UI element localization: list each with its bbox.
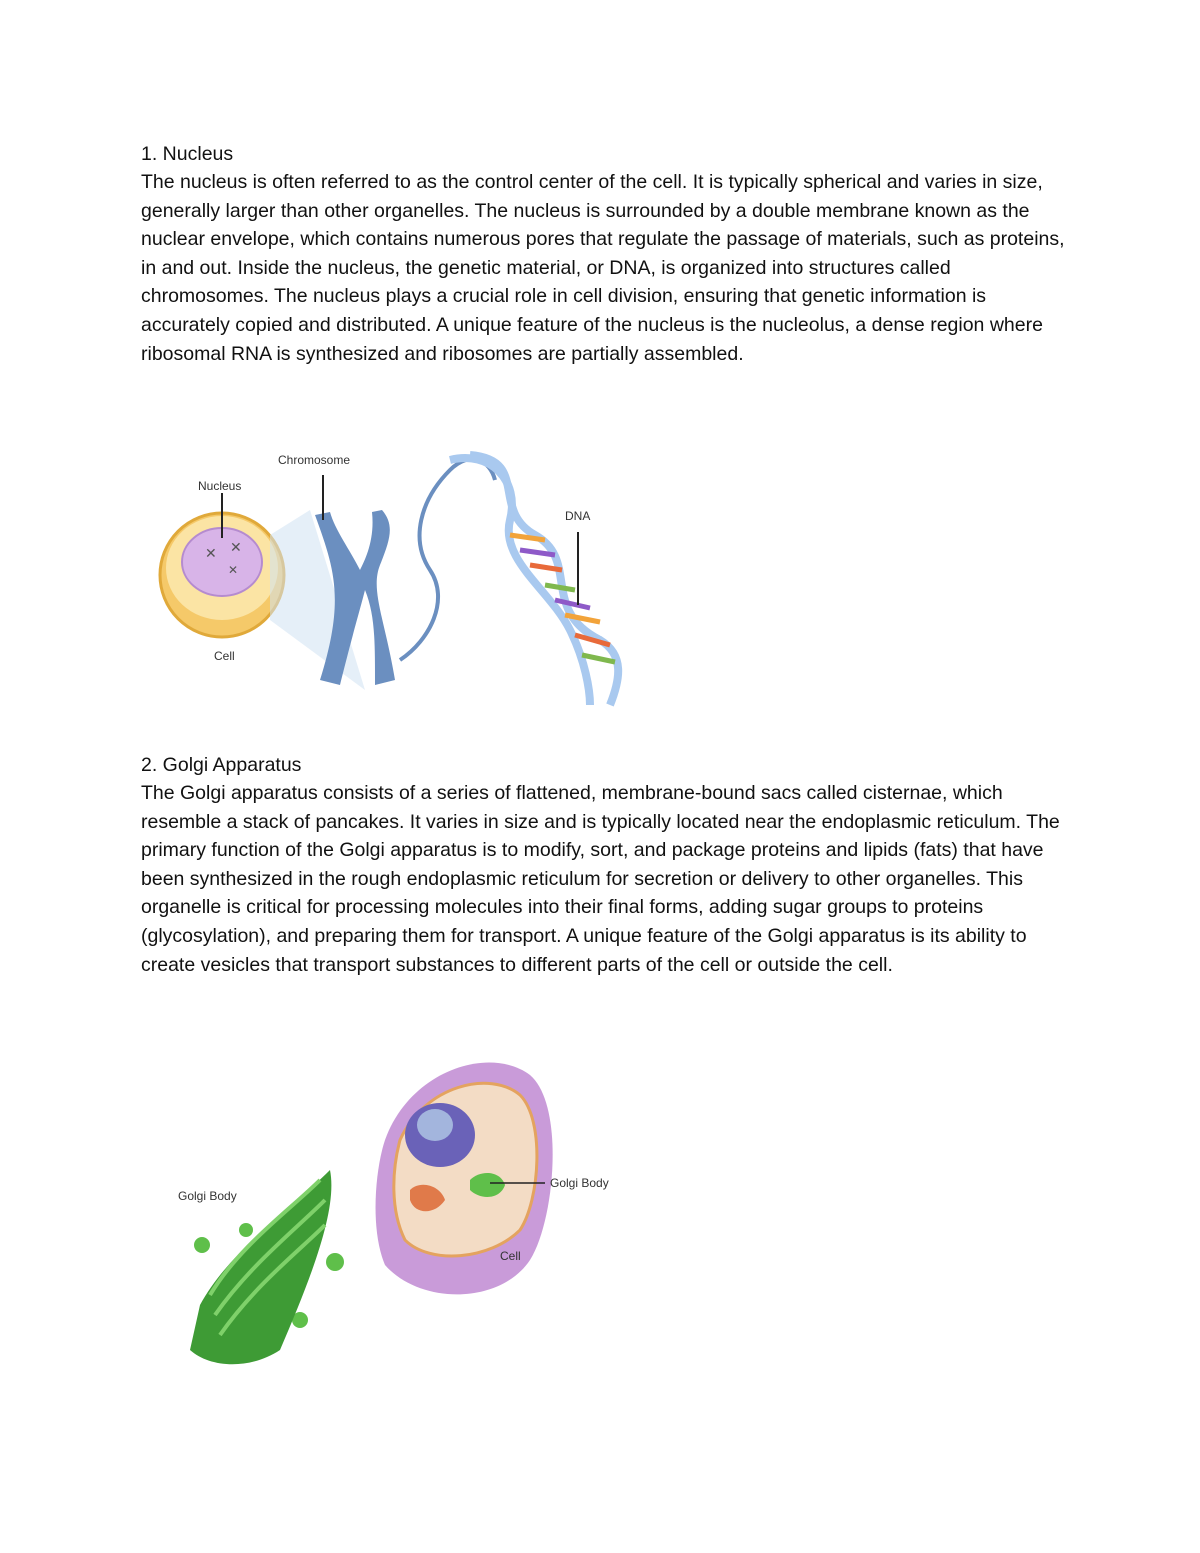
section-body: The Golgi apparatus consists of a series of flattened, membrane-bound sacs called cisternae, which resemble a stack of pancakes. It varies in size and is typically located near the endoplasmic reticulum. The primary function of the Golgi apparatus is to modify, sort, and package proteins and lipids (fats) that have been synthesized in the rough endoplasmic reticulum for secretion or delivery to other organelles. This organelle is critical for processing molecules into their final forms, adding sugar groups to proteins (glycosylation), and preparing them for transport. A unique feature of the Golgi apparatus is its ability to create vesicles that transport substances to different parts of the cell or outside the cell. <box>141 782 1060 976</box>
section-golgi-apparatus <box>141 751 1071 979</box>
label-golgi-body-left: Golgi Body <box>178 1189 237 1203</box>
nucleus-dna-illustration <box>150 440 650 710</box>
svg-text:✕: ✕ <box>228 563 239 577</box>
label-golgi-body-right: Golgi Body <box>550 1176 609 1190</box>
label-cell: Cell <box>500 1249 521 1263</box>
label-cell: Cell <box>214 649 235 663</box>
golgi-illustration <box>170 1050 620 1380</box>
label-nucleus: Nucleus <box>198 479 242 493</box>
section-nucleus <box>141 140 1071 368</box>
svg-text:✕: ✕ <box>205 545 217 561</box>
section-body: The nucleus is often referred to as the control center of the cell. It is typically spherical and varies in size, generally larger than other organelles. The nucleus is surrounded by a double membrane known as the nuclear envelope, which contains numerous pores that regulate the passage of materials, such as proteins, in and out. Inside the nucleus, the genetic material, or DNA, is organized into structures called chromosomes. The nucleus plays a crucial role in cell division, ensuring that genetic information is accurately copied and distributed. A unique feature of the nucleus is the nucleolus, a dense region where ribosomal RNA is synthesized and ribosomes are partially assembled. <box>141 171 1065 365</box>
section-heading: 1. Nucleus <box>141 143 234 165</box>
svg-text:✕: ✕ <box>230 539 242 555</box>
section-heading: 2. Golgi Apparatus <box>141 754 302 776</box>
label-chromosome: Chromosome <box>278 453 351 467</box>
label-dna: DNA <box>565 509 591 523</box>
